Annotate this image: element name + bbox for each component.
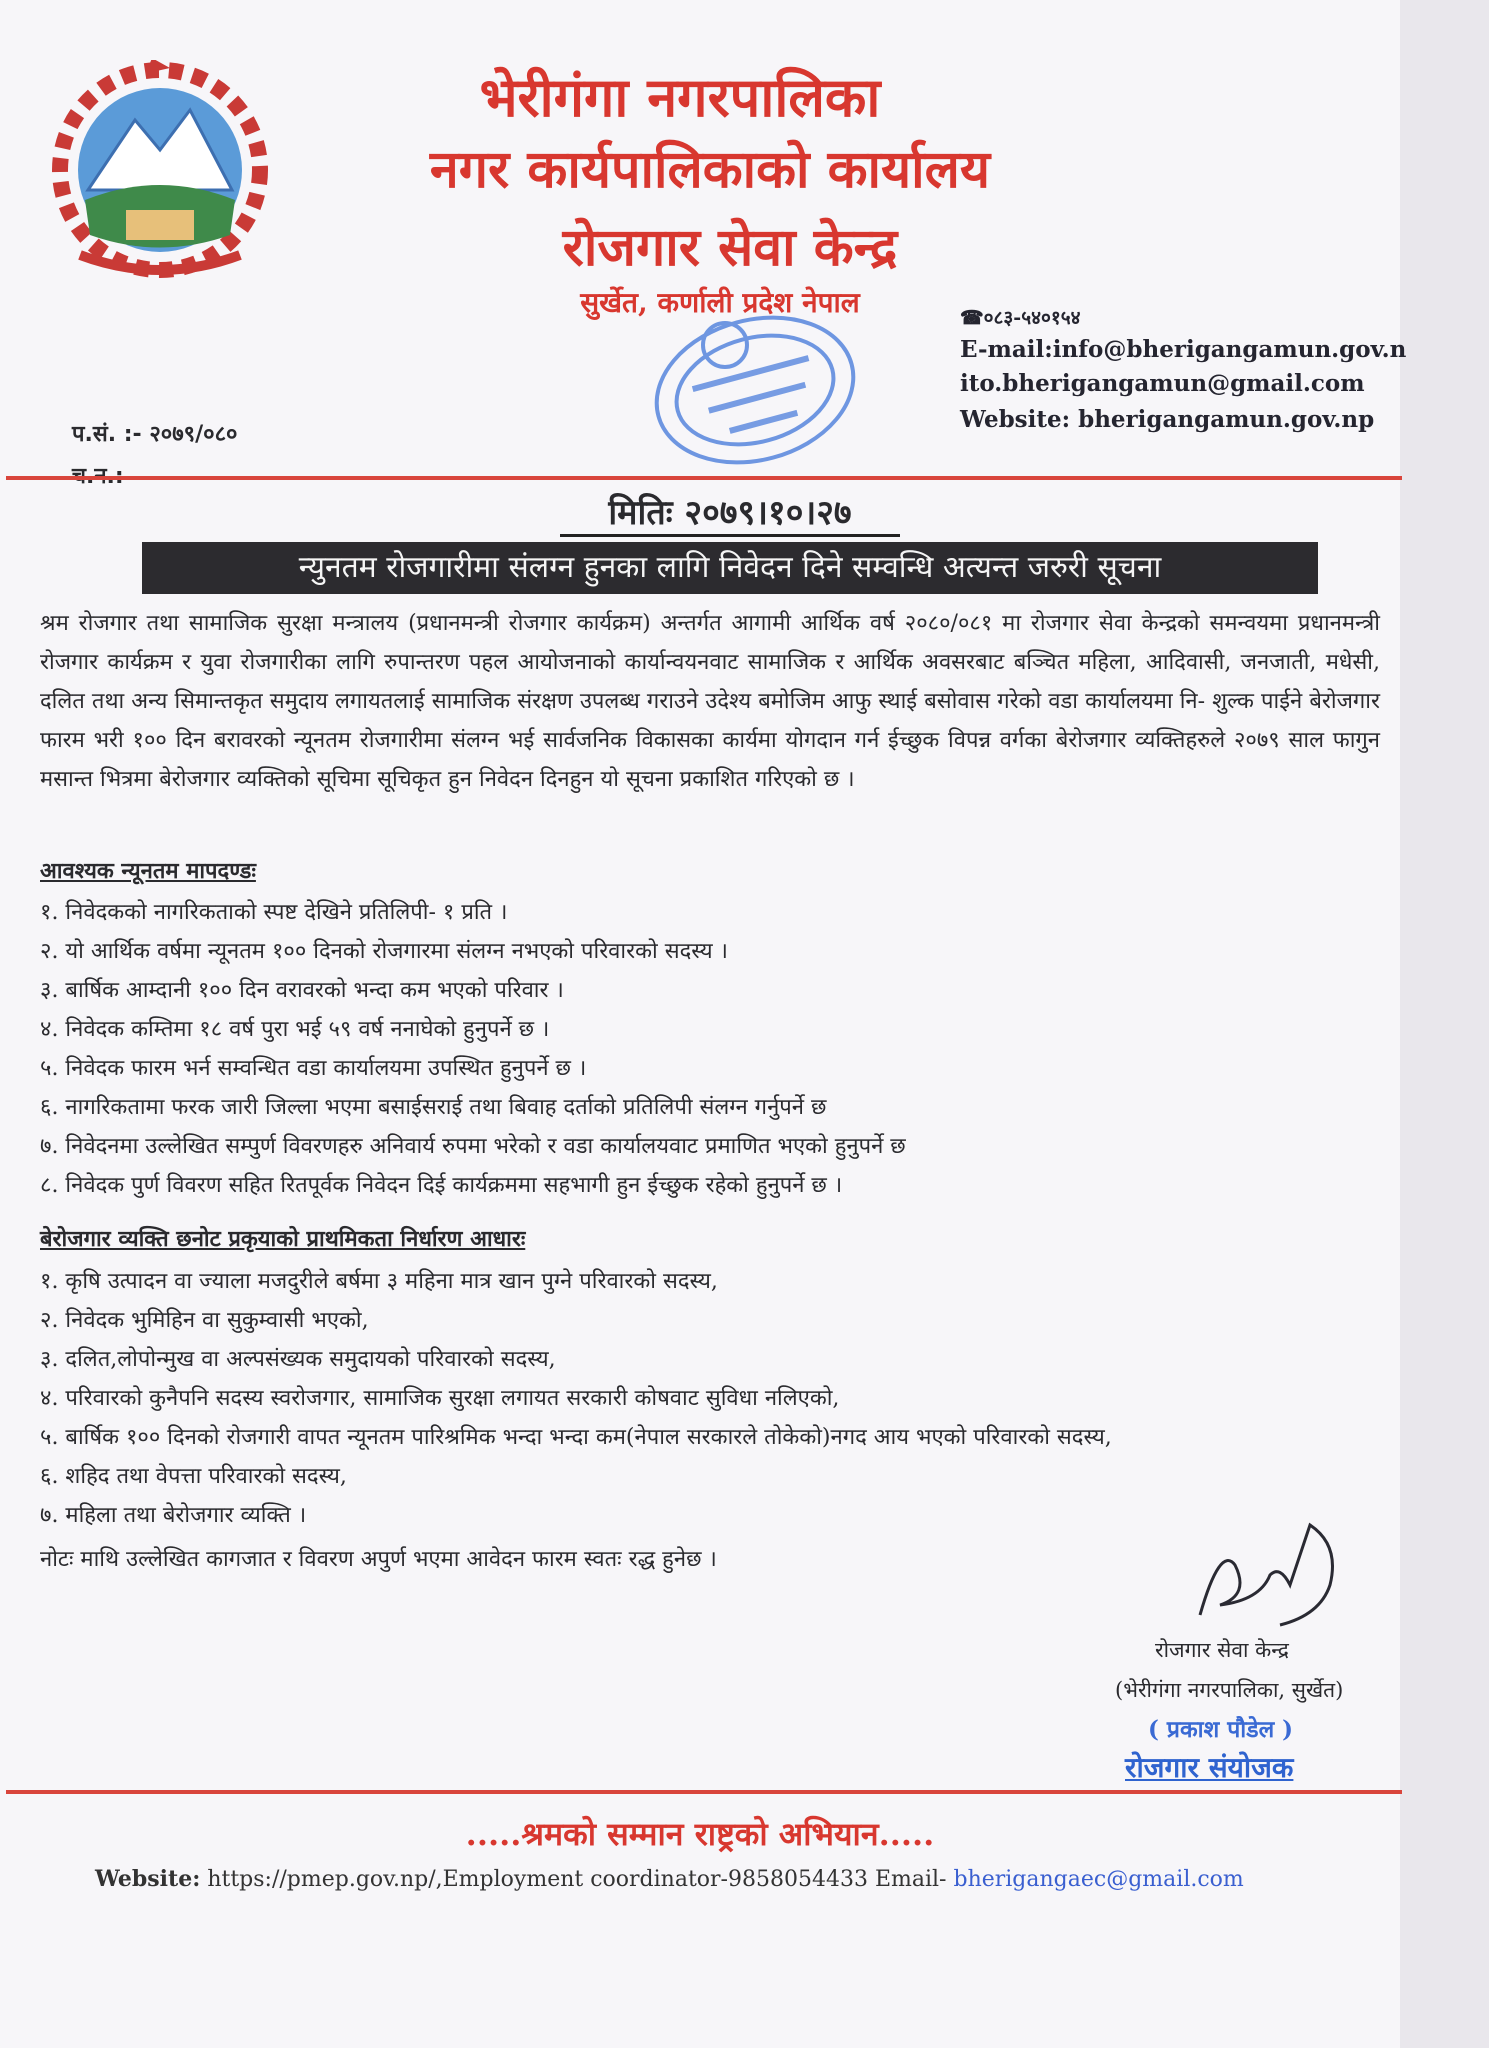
email-address[interactable]: E-mail:info@bherigangamun.gov.n — [960, 336, 1407, 363]
priority-list — [40, 1262, 1380, 1535]
priority-heading: बेरोजगार व्यक्ति छनोट प्रकृयाको प्राथमिकता निर्धारण आधारः — [40, 1226, 526, 1252]
slogan: .....श्रमको सम्मान राष्ट्रको अभियान..... — [465, 1815, 935, 1853]
notice-body: श्रम रोजगार तथा सामाजिक सुरक्षा मन्त्रालय (प्रधानमन्त्री रोजगार कार्यक्रम) अन्तर्गत आगामी आर्थिक वर्ष २०८०/०८१ मा रोजगार सेवा केन्द्रको समन्वयमा प्रधानमन्त्री रोजगार कार्यक्रम र युवा रोजगारीका लागि रुपान्तरण पहल आयोजनाको कार्यान्वयनवाट सामाजिक र आर्थिक अवसरबाट बञ्चित महिला, आदिवासी, जनजाती, मधेसी, दलित तथा अन्य सिमान्तकृत समुदाय लगायतलाई सामाजिक संरक्षण उपलब्ध गराउने उदेश्य बमोजिम आफु स्थाई बसोवास गरेको वडा कार्यालयमा नि- शुल्क पाईने बेरोजगार फारम भरी १०० दिन बरावरको न्यूनतम रोजगारीमा संलग्न भई सार्वजनिक विकासका कार्यमा योगदान गर्न ईच्छुक विपन्न वर्गका बेरोजगार व्यक्तिहरुले २०७९ साल फागुन मसान्त भित्रमा बेरोजगार व्यक्तिको सूचिमा सूचिकृत हुन निवेदन दिनहुन यो सूचना प्रकाशित गरिएको छ । — [40, 611, 1380, 792]
email-address-secondary[interactable]: ito.bherigangamun@gmail.com — [960, 370, 1365, 397]
list-item: ७. महिला तथा बेरोजगार व्यक्ति । — [40, 1503, 307, 1528]
dispatch-number — [72, 460, 124, 490]
list-item: २. यो आर्थिक वर्षमा न्यूनतम १०० दिनको रोजगारमा संलग्न नभएको परिवारको सदस्य । — [40, 939, 728, 964]
list-item: ३. दलित,लोपोन्मुख वा अल्पसंख्यक समुदायको परिवारको सदस्य, — [40, 1347, 556, 1372]
official-stamp-icon — [635, 300, 875, 480]
list-item: १. कृषि उत्पादन वा ज्याला मजदुरीले बर्षमा ३ महिना मात्र खान पुग्ने परिवारको सदस्य, — [40, 1269, 718, 1294]
list-item: ६. नागरिकतामा फरक जारी जिल्ला भएमा बसाईसराई तथा बिवाह दर्ताको प्रतिलिपी संलग्न गर्नुपर्ने छ — [40, 1095, 827, 1120]
list-item: ५. निवेदक फारम भर्न सम्वन्धित वडा कार्यालयमा उपस्थित हुनुपर्ने छ । — [40, 1056, 587, 1081]
list-item: १. निवेदकको नागरिकताको स्पष्ट देखिने प्रतिलिपी- १ प्रति । — [40, 900, 508, 925]
criteria-heading: आवश्यक न्यूनतम मापदण्डः — [40, 858, 256, 884]
criteria-list — [40, 893, 1380, 1205]
nepal-emblem-icon — [40, 60, 280, 290]
signatory-org: (भेरीगंगा नगरपालिका, सुर्खेत) — [1115, 1678, 1344, 1702]
signatory-office: रोजगार सेवा केन्द्र — [1155, 1638, 1289, 1662]
fiscal-year-ref: प.सं. :- २०७९/०८० — [72, 422, 238, 447]
municipality-name: भेरीगंगा नगरपालिका — [479, 65, 881, 129]
header-divider — [6, 476, 1402, 480]
footer-divider — [6, 1790, 1402, 1794]
list-item: ५. बार्षिक १०० दिनको रोजगारी वापत न्यूनतम पारिश्रमिक भन्दा भन्दा कम(नेपाल सरकारले तोकेको)नगद आय भएको परिवारको सदस्य, — [40, 1425, 1112, 1450]
phone-number: ☎०८३-५४०१५४ — [960, 307, 1081, 329]
footer — [95, 1866, 1244, 1892]
signatory-designation: रोजगार संयोजक — [1125, 1751, 1294, 1784]
office-name: नगर कार्यपालिकाको कार्यालय — [429, 139, 991, 200]
list-item: ८. निवेदक पुर्ण विवरण सहित रितपूर्वक निवेदन दिई कार्यक्रममा सहभागी हुन ईच्छुक रहेको हुनुपर्ने छ । — [40, 1173, 843, 1198]
list-item: ४. परिवारको कुनैपनि सदस्य स्वरोजगार, सामाजिक सुरक्षा लगायत सरकारी कोषवाट सुविधा नलिएको, — [40, 1386, 840, 1411]
website-link[interactable]: Website: bherigangamun.gov.np — [960, 406, 1375, 433]
list-item: ७. निवेदनमा उल्लेखित सम्पुर्ण विवरणहरु अनिवार्य रुपमा भरेको र वडा कार्यालयवाट प्रमाणित भएको हुनुपर्ने छ — [40, 1134, 906, 1159]
footer-text[interactable]: https://pmep.gov.np/,Employment coordinator-9858054433 Email- — [200, 1867, 954, 1892]
list-item: ६. शहिद तथा वेपत्ता परिवारको सदस्य, — [40, 1464, 347, 1489]
notice-title: न्युनतम रोजगारीमा संलग्न हुनका लागि निवेदन दिने सम्वन्धि अत्यन्त जरुरी सूचना — [142, 542, 1318, 594]
list-item: ४. निवेदक कम्तिमा १८ वर्ष पुरा भई ५९ वर्ष ननाघेको हुनुपर्ने छ । — [40, 1017, 550, 1042]
footer-label: Website: — [95, 1866, 201, 1892]
signature-icon — [1180, 1505, 1360, 1645]
notice-date: मितिः २०७९।१०।२७ — [560, 492, 900, 537]
signatory-name: ( प्रकाश पौडेल ) — [1148, 1716, 1294, 1743]
note: नोटः माथि उल्लेखित कागजात र विवरण अपुर्ण भएमा आवेदन फारम स्वतः रद्ध हुनेछ । — [40, 1547, 717, 1572]
footer-email[interactable]: bherigangaec@gmail.com — [953, 1867, 1244, 1892]
centre-name: रोजगार सेवा केन्द्र — [562, 217, 898, 278]
scan-margin — [1400, 0, 1489, 2048]
address: सुर्खेत, कर्णाली प्रदेश नेपाल — [580, 286, 860, 319]
list-item: ३. बार्षिक आम्दानी १०० दिन वरावरको भन्दा कम भएको परिवार । — [40, 978, 564, 1003]
list-item: २. निवेदक भुमिहिन वा सुकुम्वासी भएको, — [40, 1308, 369, 1333]
